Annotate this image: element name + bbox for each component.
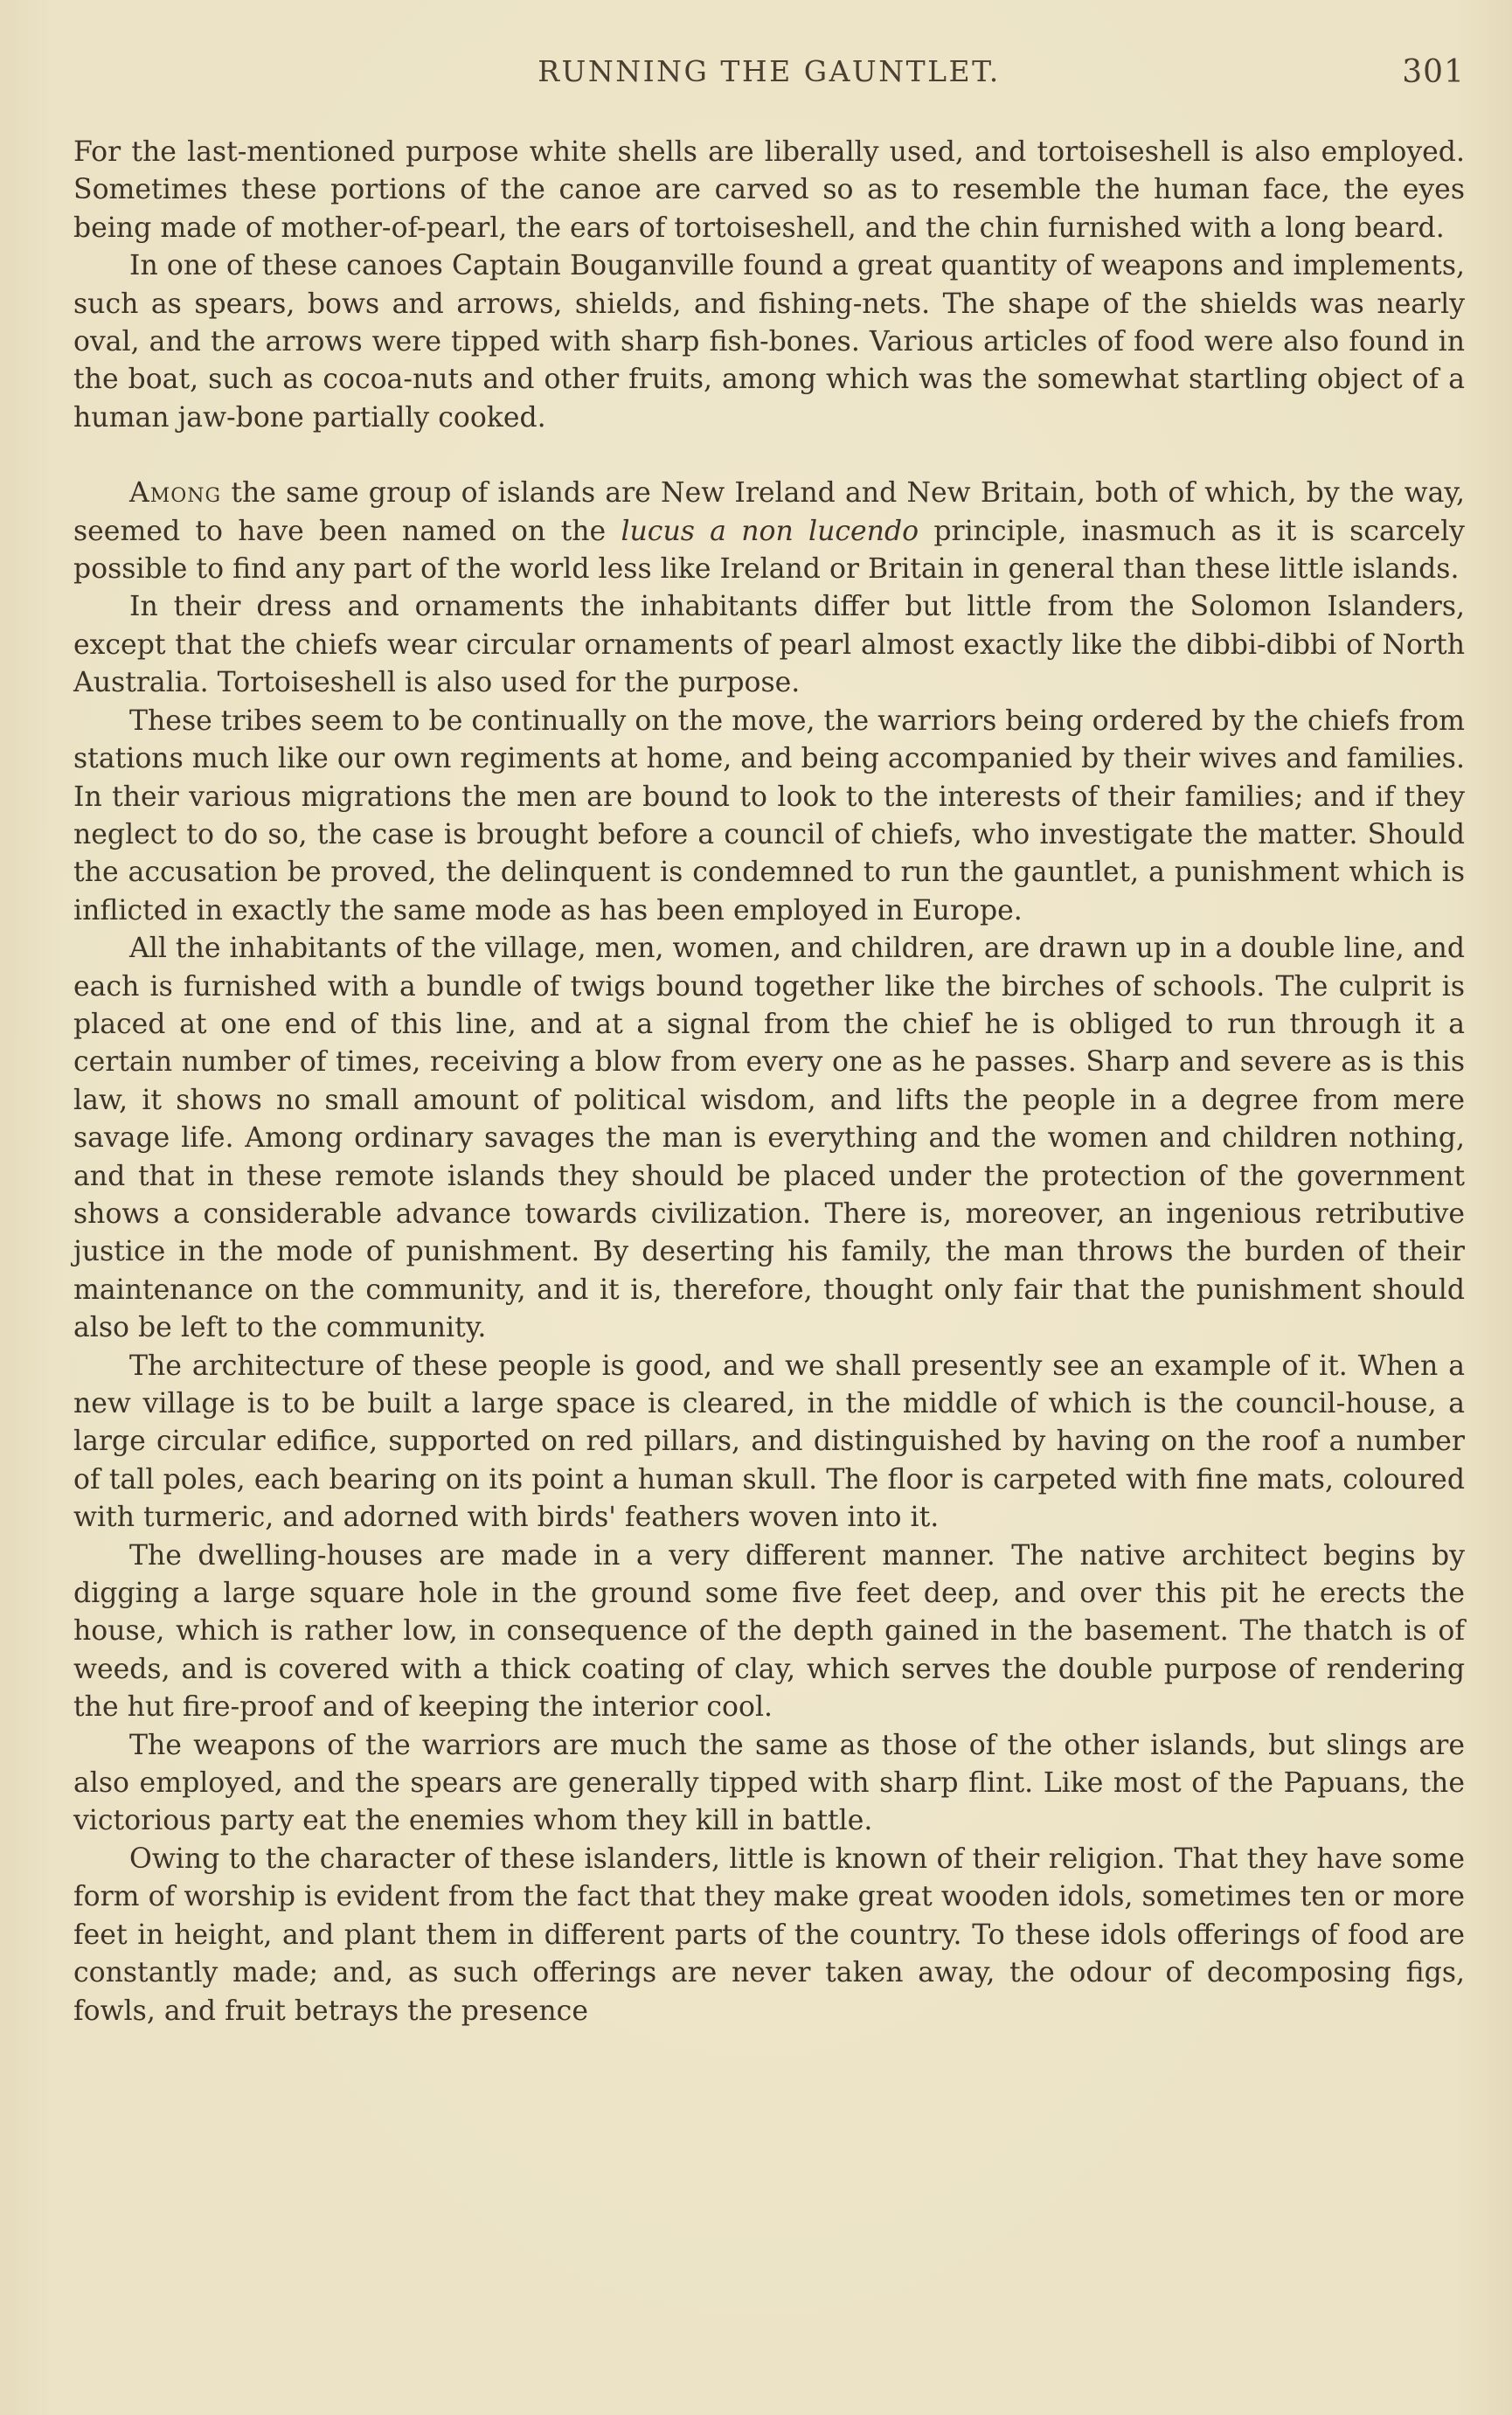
paragraph-dwelling-houses: The dwelling-houses are made in a very different manner. The native architect begins by digging a large square hole in the ground some five feet deep, and over this pit he erects the house, which is rather low, in consequence of the depth gained in the basement. The thatch is of weeds, and is covered with a thick coating of clay, which serves the double purpose of rendering the hut fire-proof and of keeping the interior cool.: [73, 1539, 1465, 1724]
paragraph-architecture: The architecture of these people is good, and we shall presently see an example of it. When a new village is to be built a large space is cleared, in the middle of which is the council-house, a large circular edifice, supported on red pillars, and distinguished by having on the roof a number of tall poles, each bearing on its point a human skull. The floor is carpeted with fine mats, coloured with turmeric, and adorned with birds' feathers woven into it.: [73, 1350, 1465, 1534]
paragraph-canoe-decoration: For the last-mentioned purpose white shells are liberally used, and tortoiseshell is also employed. Sometimes these portions of the canoe are carved so as to resemble the human face, the eyes being made of mother-of-pearl, the ears of tortoiseshell, and the chin furnished with a long beard.: [73, 136, 1465, 244]
paragraph-text: the same group of islands are New Ireland and New Britain, both of which, by the way, seemed to have been named on the: [73, 477, 1465, 547]
page-number: 301: [1402, 54, 1465, 90]
paragraph-text: principle, inasmuch as it is scarcely possible to find any part of the world less like Ireland or Britain in general than these little islands.: [73, 515, 1465, 586]
paragraph-new-ireland: [73, 475, 1465, 588]
paragraph-tribes-migrations: These tribes seem to be continually on the move, the warriors being ordered by the chiefs from stations much like our own regiments at home, and being accompanied by their wives and families. In their various migrations the men are bound to look to the interests of their families; and if they neglect to do so, the case is brought before a council of chiefs, who investigate the matter. Should the accusation be proved, the delinquent is condemned to run the gauntlet, a punishment which is inflicted in exactly the same mode as has been employed in Europe.: [73, 704, 1465, 926]
paragraph-canoe-contents: In one of these canoes Captain Bouganville found a great quantity of weapons and implements, such as spears, bows and arrows, shields, and fishing-nets. The shape of the shields was nearly oval, and the arrows were tipped with sharp fish-bones. Various articles of food were also found in the boat, such as cocoa-nuts and other fruits, among which was the somewhat startling object of a human jaw-bone partially cooked.: [73, 250, 1465, 434]
paragraph-religion: Owing to the character of these islanders, little is known of their religion. That they have some form of worship is evident from the fact that they make great wooden idols, sometimes ten or more feet in height, and plant them in different parts of the country. To these idols offerings of food are constantly made; and, as such offerings are never taken away, the odour of decomposing figs, fowls, and fruit betrays the presence: [73, 1842, 1465, 2027]
paragraph-dress-ornaments: In their dress and ornaments the inhabitants differ but little from the Solomon Islanders, except that the chiefs wear circular ornaments of pearl almost exactly like the dibbi-dibbi of North Australia. Tortoiseshell is also used for the purpose.: [73, 591, 1465, 699]
running-head: [73, 54, 1465, 98]
running-title: RUNNING THE GAUNTLET.: [538, 54, 1001, 88]
paragraph-gauntlet: All the inhabitants of the village, men, women, and children, are drawn up in a double line, and each is furnished with a bundle of twigs bound together like the birches of schools. The culprit is placed at one end of this line, and at a signal from the chief he is obliged to run through it a certain number of times, receiving a blow from every one as he passes. Sharp and severe as is this law, it shows no small amount of political wisdom, and lifts the people in a degree from mere savage life. Among ordinary savages the man is everything and the women and children nothing, and that in these remote islands they should be placed under the protection of the government shows a considerable advance towards civilization. There is, moreover, an ingenious retributive justice in the mode of punishment. By deserting his family, the man throws the burden of their maintenance on the community, and it is, therefore, thought only fair that the punishment should also be left to the community.: [73, 933, 1465, 1344]
paragraph-weapons: The weapons of the warriors are much the same as those of the other islands, but slings are also employed, and the spears are generally tipped with sharp flint. Like most of the Papuans, the victorious party eat the enemies whom they kill in battle.: [73, 1729, 1465, 1837]
body-text: [73, 134, 1465, 2030]
section-lead-word: Among: [129, 477, 222, 510]
italic-phrase: lucus a non lucendo: [621, 515, 919, 547]
